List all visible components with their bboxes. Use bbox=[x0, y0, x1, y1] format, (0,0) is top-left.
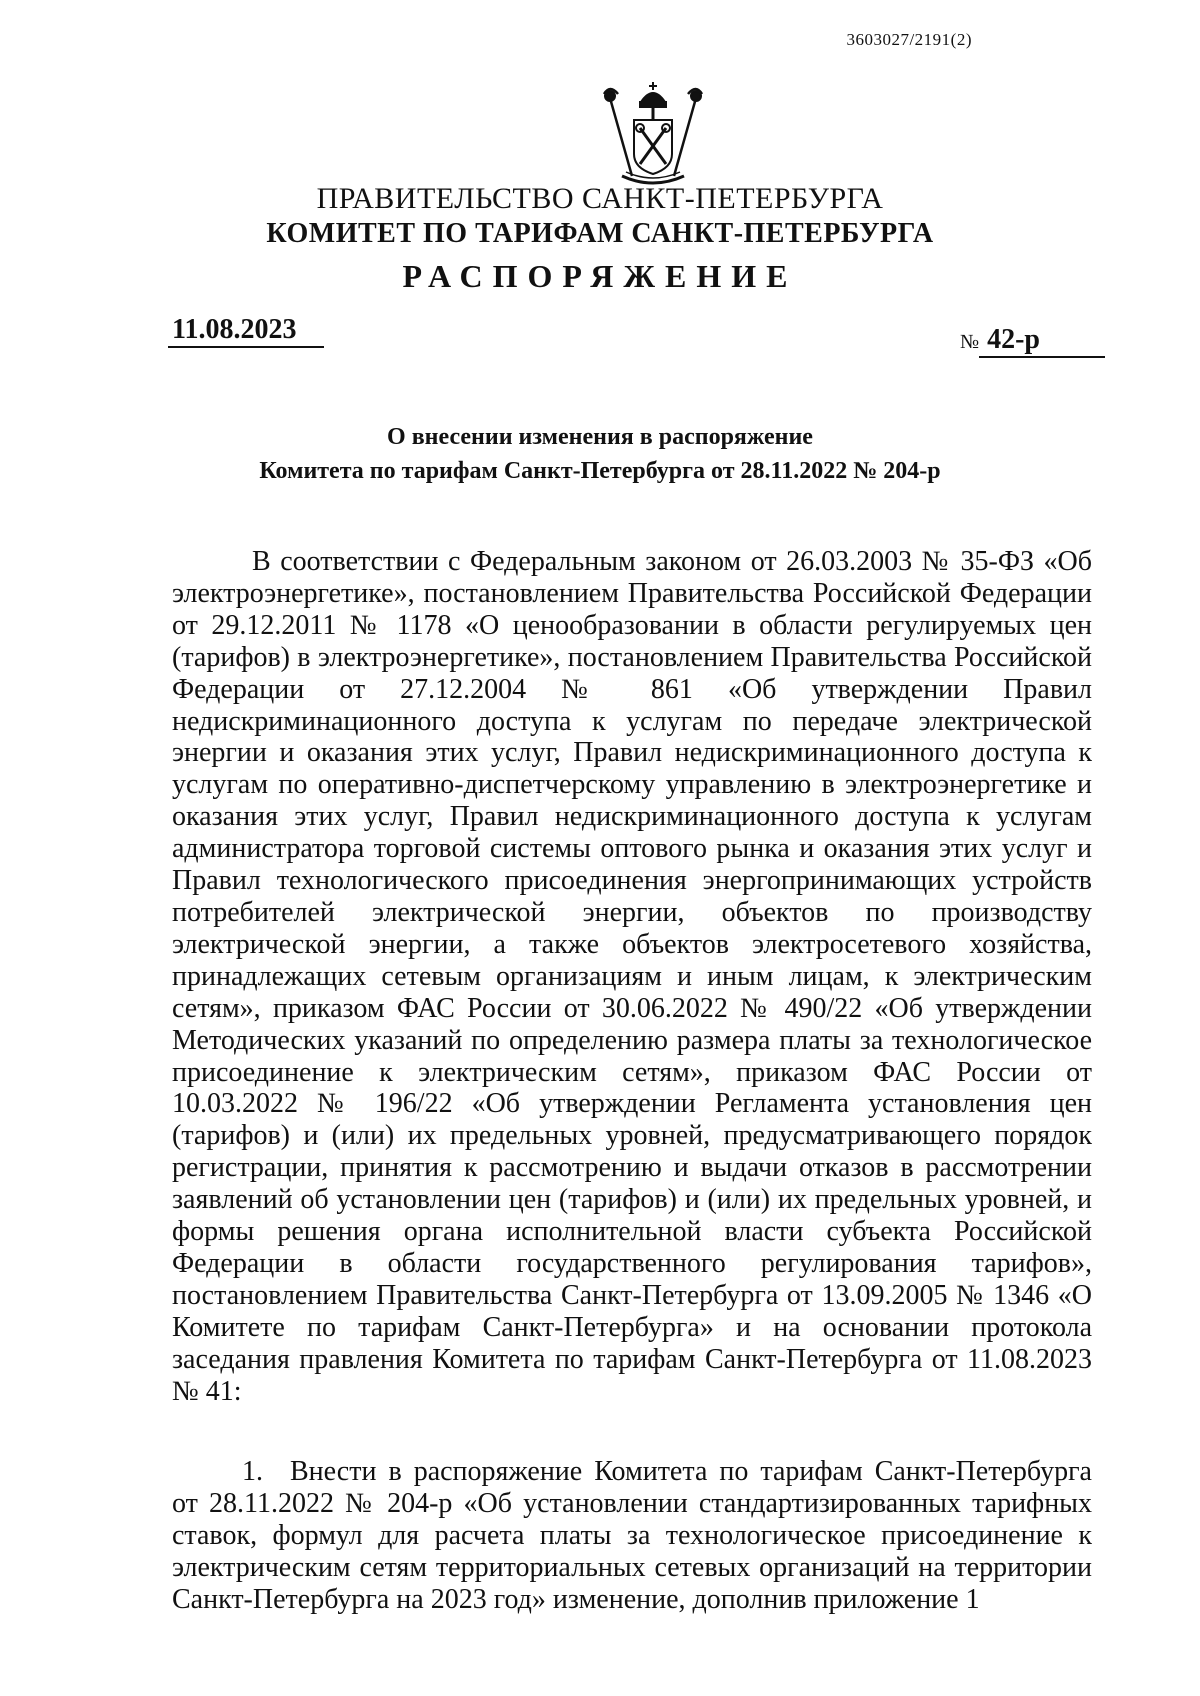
document-type: РАСПОРЯЖЕНИЕ bbox=[402, 258, 798, 294]
committee-title: КОМИТЕТ ПО ТАРИФАМ САНКТ-ПЕТЕРБУРГА bbox=[266, 218, 934, 249]
preamble-paragraph: В соответствии с Федеральным законом от 26.03.2003 № 35-ФЗ «Об электроэнергетике», постановлением Правительства Российской Федерации от 29.12.2011 № 1178 «О ценообразовании в области регулируемых цен (тарифов) в электроэнергетике», постановлением Правительства Российской Федерации от 27.12.2004 № 861 «Об утверждении Правил недискриминационного доступа к услугам по передаче электрической энергии и оказания этих услуг, Правил недискриминационного доступа к услугам по оперативно-диспетчерскому управлению в электроэнергетике и оказания этих услуг, Правил недискриминационного доступа к услугам администратора торговой системы оптового рынка и оказания этих услуг и Правил технологического присоединения энергопринимающих устройств потребителей электрической энергии, объектов по производству электрической энергии, а также объектов электросетевого хозяйства, принадлежащих сетевым организациям и иным лицам, к электрическим сетям», приказом ФАС России от 30.06.2022 № 490/22 «Об утверждении Методических указаний по определению размера платы за технологическое присоединение к электрическим сетям», приказом ФАС России от 10.03.2022 № 196/22 «Об утверждении Регламента установления цен (тарифов) и (или) их предельных уровней, предусматривающего порядок регистрации, принятия к рассмотрению и выдачи отказов в рассмотрении заявлений об установлении цен (тарифов) и (или) их предельных уровней, и формы решения органа исполнительной власти субъекта Российской Федерации в области государственного регулирования тарифов», постановлением Правительства Санкт-Петербурга от 13.09.2005 № 1346 «О Комитете по тарифам Санкт-Петербурга» и на основании протокола заседания правления Комитета по тарифам Санкт-Петербурга от 11.08.2023 № 41: bbox=[172, 546, 1092, 1407]
government-title: ПРАВИТЕЛЬСТВО САНКТ-ПЕТЕРБУРГА bbox=[316, 182, 884, 215]
document-date: 11.08.2023 bbox=[168, 314, 324, 348]
document-code: 3603027/2191(2) bbox=[846, 30, 972, 49]
number-sign: № bbox=[960, 331, 980, 353]
subject-line-1: О внесении изменения в распоряжение bbox=[387, 424, 813, 450]
item-1-number: 1. bbox=[242, 1456, 263, 1487]
item-1-text: Внести в распоряжение Комитета по тарифам Санкт-Петербурга от 28.11.2022 № 204-р «Об установлении стандартизированных тарифных ставок, формул для расчета платы за технологическое присоединение к электрическим сетям территориальных сетевых организаций на территории Санкт-Петербурга на 2023 год» изменение, дополнив приложение 1 bbox=[172, 1456, 1092, 1615]
coat-of-arms-icon bbox=[596, 80, 710, 190]
subject-line-2: Комитета по тарифам Санкт-Петербурга от 28.11.2022 № 204-р bbox=[259, 458, 941, 484]
document-number bbox=[960, 324, 1105, 358]
item-1-paragraph bbox=[172, 1456, 1092, 1616]
number-value: 42-р bbox=[979, 324, 1105, 358]
